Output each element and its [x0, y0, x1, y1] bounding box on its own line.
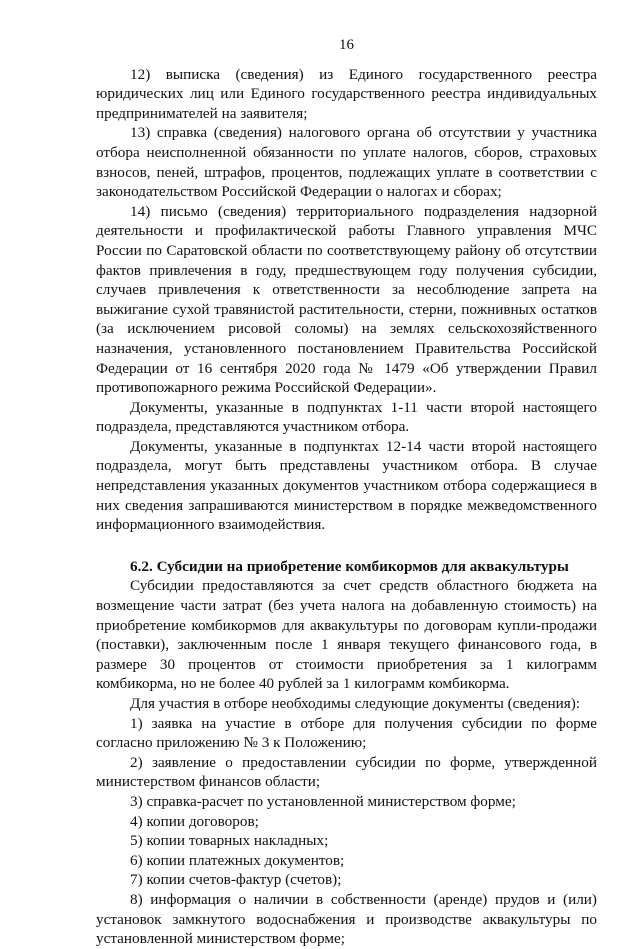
list-item-5: 5) копии товарных накладных; — [130, 832, 329, 850]
paragraph-item-13: 13) справка (сведения) налогового органа об отсутствии у участника отбора неисполненной обязанности по уплате налогов, сборов, страховых взносов, пеней, штрафов, процентов, подлежащих уплате в соответствии с законодательством Российской Федерации о налогах и сборах; — [96, 124, 597, 201]
list-item-7: 7) копии счетов-фактур (счетов); — [130, 871, 342, 889]
paragraph-subsidy-terms: Субсидии предоставляются за счет средств областного бюджета на возмещение части затрат (без учета налога на добавленную стоимость) на приобретение комбикормов для аквакультуры по договорам купли-продажи (поставки), заключенным после 1 января текущего финансового года, в размере 30 процентов от стоимости приобретения за 1 килограмм комбикорма, но не более 40 рублей за 1 килограмм комбикорма. — [96, 577, 597, 693]
paragraph-documents-1-11: Документы, указанные в подпунктах 1-11 части второй настоящего подраздела, представляются участником отбора. — [96, 398, 597, 436]
list-item-2: 2) заявление о предоставлении субсидии по форме, утвержденной министерством финансов области; — [96, 753, 597, 791]
paragraph-documents-12-14: Документы, указанные в подпунктах 12-14 части второй настоящего подраздела, могут быть представлены участником отбора. В случае непредставления указанных документов участником отбора содержащиеся в них сведения запрашиваются министерством в порядке межведомственного информационного взаимодействия. — [96, 437, 597, 534]
list-item-4: 4) копии договоров; — [130, 812, 259, 830]
list-item-1: 1) заявка на участие в отборе для получения субсидии по форме согласно приложению № 3 к Положению; — [96, 714, 597, 752]
section-heading: 6.2. Субсидии на приобретение комбикормов для аквакультуры — [130, 557, 569, 575]
paragraph-documents-intro: Для участия в отборе необходимы следующие документы (сведения): — [130, 695, 580, 712]
paragraph-item-12: 12) выписка (сведения) из Единого государственного реестра юридических лиц или Единого государственного реестра индивидуальных предпринимателей на заявителя; — [96, 65, 597, 122]
list-item-8: 8) информация о наличии в собственности (аренде) прудов и (или) установок замкнутого водоснабжения и производстве аквакультуры по установленной министерством форме; — [96, 890, 597, 948]
list-item-3: 3) справка-расчет по установленной министерством форме; — [130, 792, 516, 810]
page-number: 16 — [339, 37, 354, 53]
paragraph-item-14: 14) письмо (сведения) территориального подразделения надзорной деятельности и профилактической работы Главного управления МЧС России по Саратовской области по соответствующему району об отсутствии фактов привлечения в году, предшествующем году получения субсидии, случаев привлечения к ответственности за несоблюдение запрета на выжигание сухой травянистой растительности, стерни, пожнивных остатков (за исключением рисовой соломы) на землях сельскохозяйственного назначения, установленного постановлением Правительства Российской Федерации от 16 сентября 2020 года № 1479 «Об утверждении Правил противопожарного режима Российской Федерации». — [96, 202, 597, 397]
document-page — [96, 36, 597, 949]
list-item-6: 6) копии платежных документов; — [130, 851, 345, 869]
